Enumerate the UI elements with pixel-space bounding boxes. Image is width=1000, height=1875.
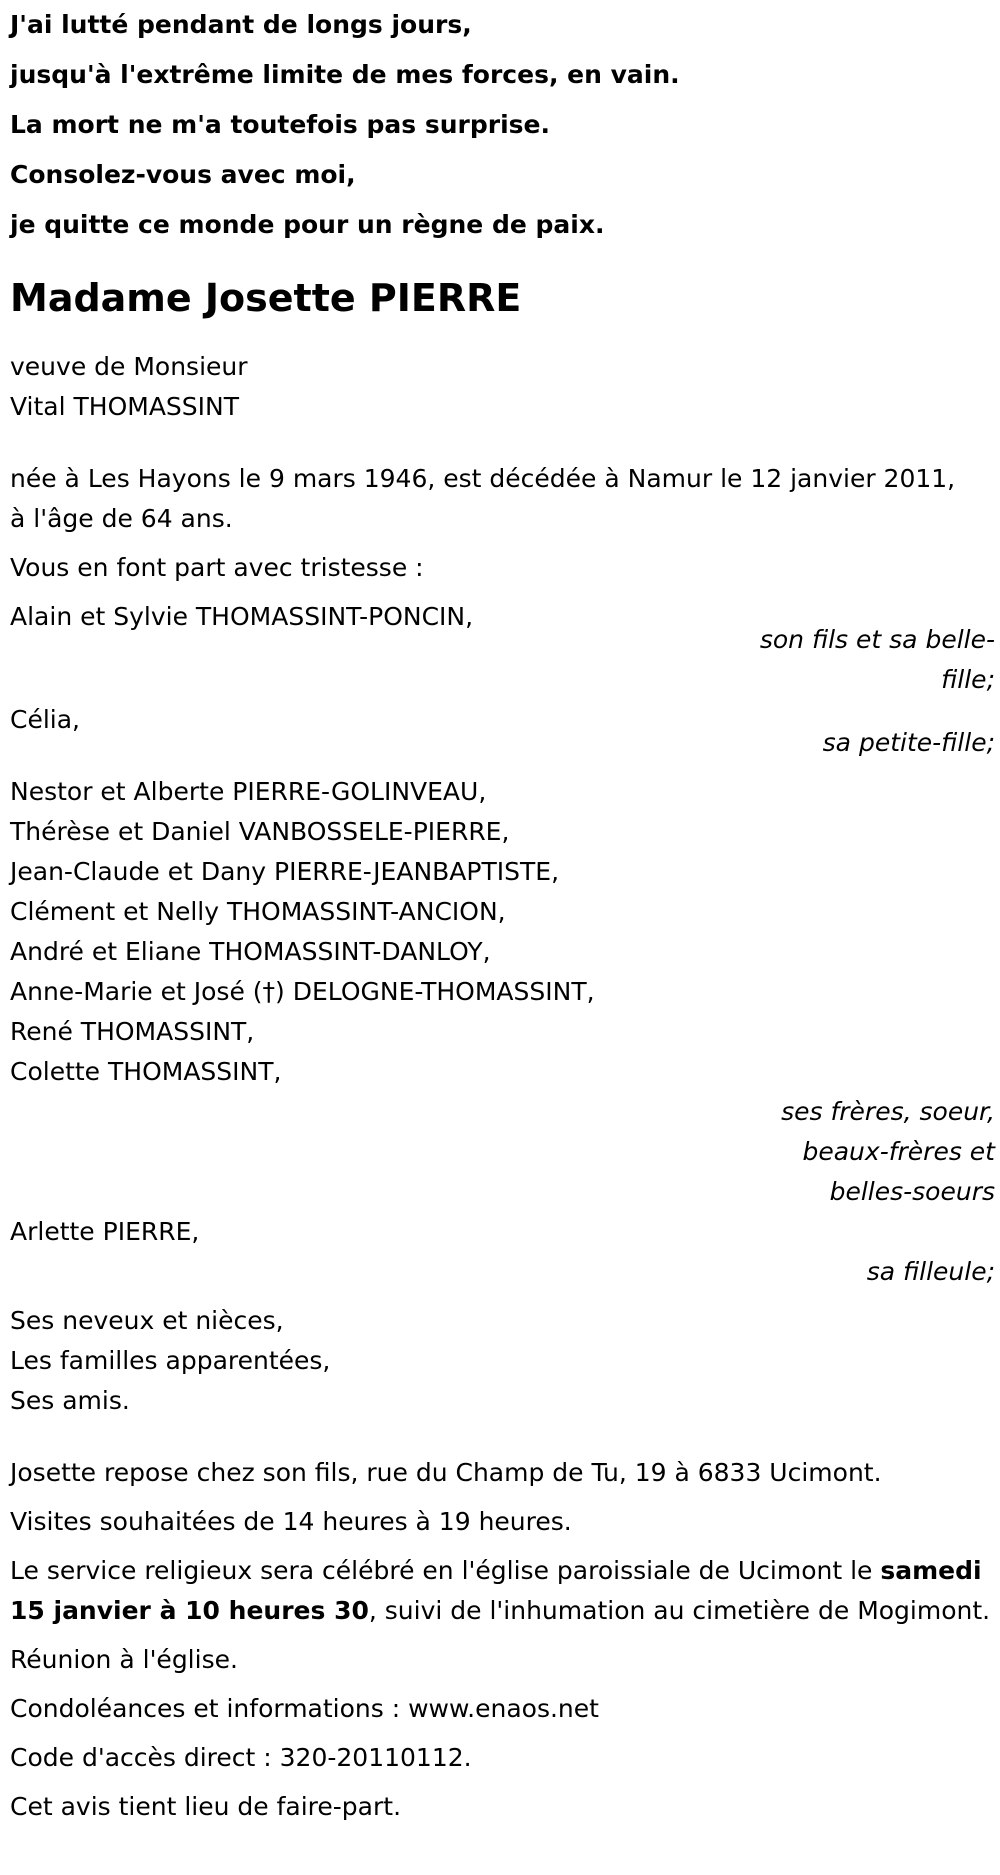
family-other: Ses amis. (10, 1386, 130, 1415)
family-name: Anne-Marie et José (†) DELOGNE-THOMASSINT, (10, 977, 595, 1006)
family-relation: son fils et sa belle- (759, 625, 995, 654)
family-name: Thérèse et Daniel VANBOSSELE-PIERRE, (10, 817, 510, 846)
service-text: Le service religieux sera célébré en l'église paroissiale de Ucimont le (10, 1556, 881, 1585)
poem-line: J'ai lutté pendant de longs jours, (10, 10, 472, 39)
family-other: Les familles apparentées, (10, 1346, 331, 1375)
condolences-info: Condoléances et informations : www.enaos.net (10, 1694, 599, 1723)
family-name: Alain et Sylvie THOMASSINT-PONCIN, (10, 602, 474, 631)
family-name: Clément et Nelly THOMASSINT-ANCION, (10, 897, 506, 926)
family-relation: sa filleule; (866, 1257, 995, 1286)
service-text-end: , suivi de l'inhumation au cimetière de Mogimont. (368, 1596, 991, 1625)
poem-line: La mort ne m'a toutefois pas surprise. (10, 110, 550, 139)
family-name: Arlette PIERRE, (10, 1217, 200, 1246)
family-relation: beaux-frères et (802, 1137, 995, 1166)
family-name: Colette THOMASSINT, (10, 1057, 282, 1086)
intro-line: Vous en font part avec tristesse : (10, 553, 424, 582)
poem (10, 0, 995, 250)
poem-line: jusqu'à l'extrême limite de mes forces, en vain. (10, 60, 680, 89)
birth-line: née à Les Hayons le 9 mars 1946, est décédée à Namur le 12 janvier 2011, (10, 464, 956, 493)
access-code: Code d'accès direct : 320-20110112. (10, 1743, 472, 1772)
family-relation: ses frères, soeur, (781, 1097, 995, 1126)
poem-line: je quitte ce monde pour un règne de paix. (10, 210, 605, 239)
family-name: Jean-Claude et Dany PIERRE-JEANBAPTISTE, (10, 857, 560, 886)
birth-line: à l'âge de 64 ans. (10, 504, 233, 533)
family-relation: belles-soeurs (829, 1177, 995, 1206)
widow-line: veuve de Monsieur (10, 352, 248, 381)
poem-line: Consolez-vous avec moi, (10, 160, 356, 189)
family-name: Célia, (10, 705, 80, 734)
obituary-page (10, 0, 995, 1827)
service-date: samedi 15 janvier à 10 heures 30 (10, 1556, 982, 1625)
family-relation: sa petite-fille; (822, 728, 995, 757)
family-relation: fille; (941, 665, 995, 694)
visits-info: Visites souhaitées de 14 heures à 19 heures. (10, 1507, 572, 1536)
notice-line: Cet avis tient lieu de faire-part. (10, 1792, 402, 1821)
family-name: René THOMASSINT, (10, 1017, 255, 1046)
deceased-name: Madame Josette PIERRE (10, 276, 522, 320)
reunion-info: Réunion à l'église. (10, 1645, 238, 1674)
widow-line: Vital THOMASSINT (10, 392, 240, 421)
family-name: André et Eliane THOMASSINT-DANLOY, (10, 937, 491, 966)
family-name: Nestor et Alberte PIERRE-GOLINVEAU, (10, 777, 487, 806)
family-other: Ses neveux et nièces, (10, 1306, 284, 1335)
repose-info: Josette repose chez son fils, rue du Champ de Tu, 19 à 6833 Ucimont. (10, 1458, 882, 1487)
service-info (10, 1551, 995, 1631)
